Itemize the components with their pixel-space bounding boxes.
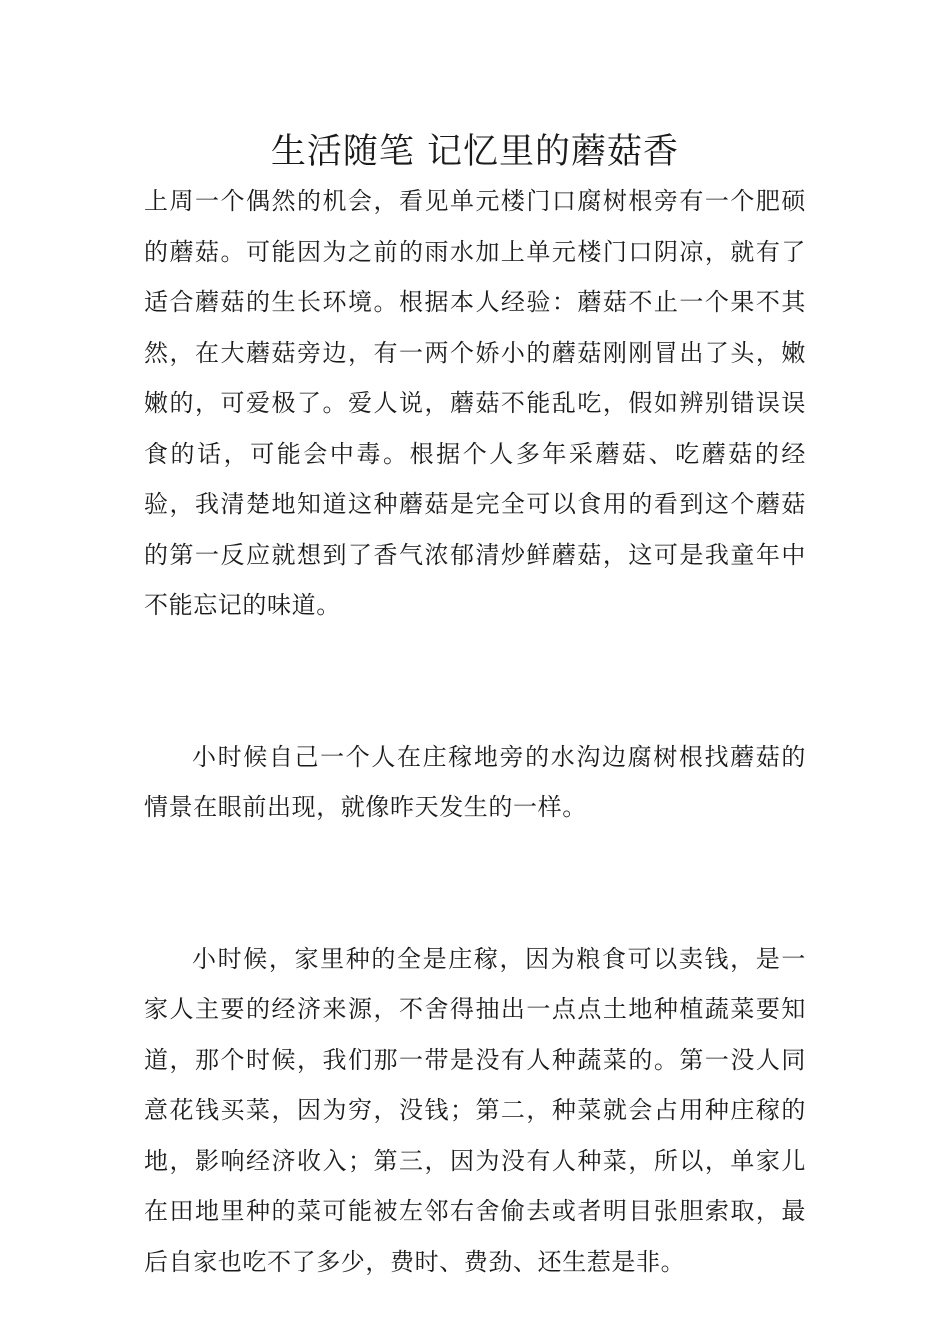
paragraph-spacer <box>144 631 806 682</box>
paragraph-1: 上周一个偶然的机会，看见单元楼门口腐树根旁有一个肥硕的蘑菇。可能因为之前的雨水加上单元楼门口阴凉，就有了适合蘑菇的生长环境。根据本人经验：蘑菇不止一个果不其然，在大蘑菇旁边，有一两个娇小的蘑菇刚刚冒出了头，嫩嫩的，可爱极了。爱人说，蘑菇不能乱吃，假如辨别错误误食的话，可能会中毒。根据个人多年采蘑菇、吃蘑菇的经验，我清楚地知道这种蘑菇是完全可以食用的看到这个蘑菇的第一反应就想到了香气浓郁清炒鲜蘑菇，这可是我童年中不能忘记的味道。 <box>144 187 806 619</box>
paragraph-2: 小时候自己一个人在庄稼地旁的水沟边腐树根找蘑菇的情景在眼前出现，就像昨天发生的一样。 <box>144 742 806 821</box>
paragraph-3: 小时候，家里种的全是庄稼，因为粮食可以卖钱，是一家人主要的经济来源，不舍得抽出一点点土地种植蔬菜要知道，那个时候，我们那一带是没有人种蔬菜的。第一没人同意花钱买菜，因为穷，没钱；第二，种菜就会占用种庄稼的地，影响经济收入；第三，因为没有人种菜，所以，单家儿在田地里种的菜可能被左邻右舍偷去或者明目张胆索取，最后自家也吃不了多少，费时、费劲、还生惹是非。 <box>144 944 806 1276</box>
paragraph-spacer <box>144 883 806 934</box>
document-title: 生活随笔 记忆里的蘑菇香 <box>270 132 680 172</box>
paragraph-spacer <box>144 833 806 884</box>
paragraph-spacer <box>144 681 806 732</box>
document-body <box>144 176 806 1287</box>
